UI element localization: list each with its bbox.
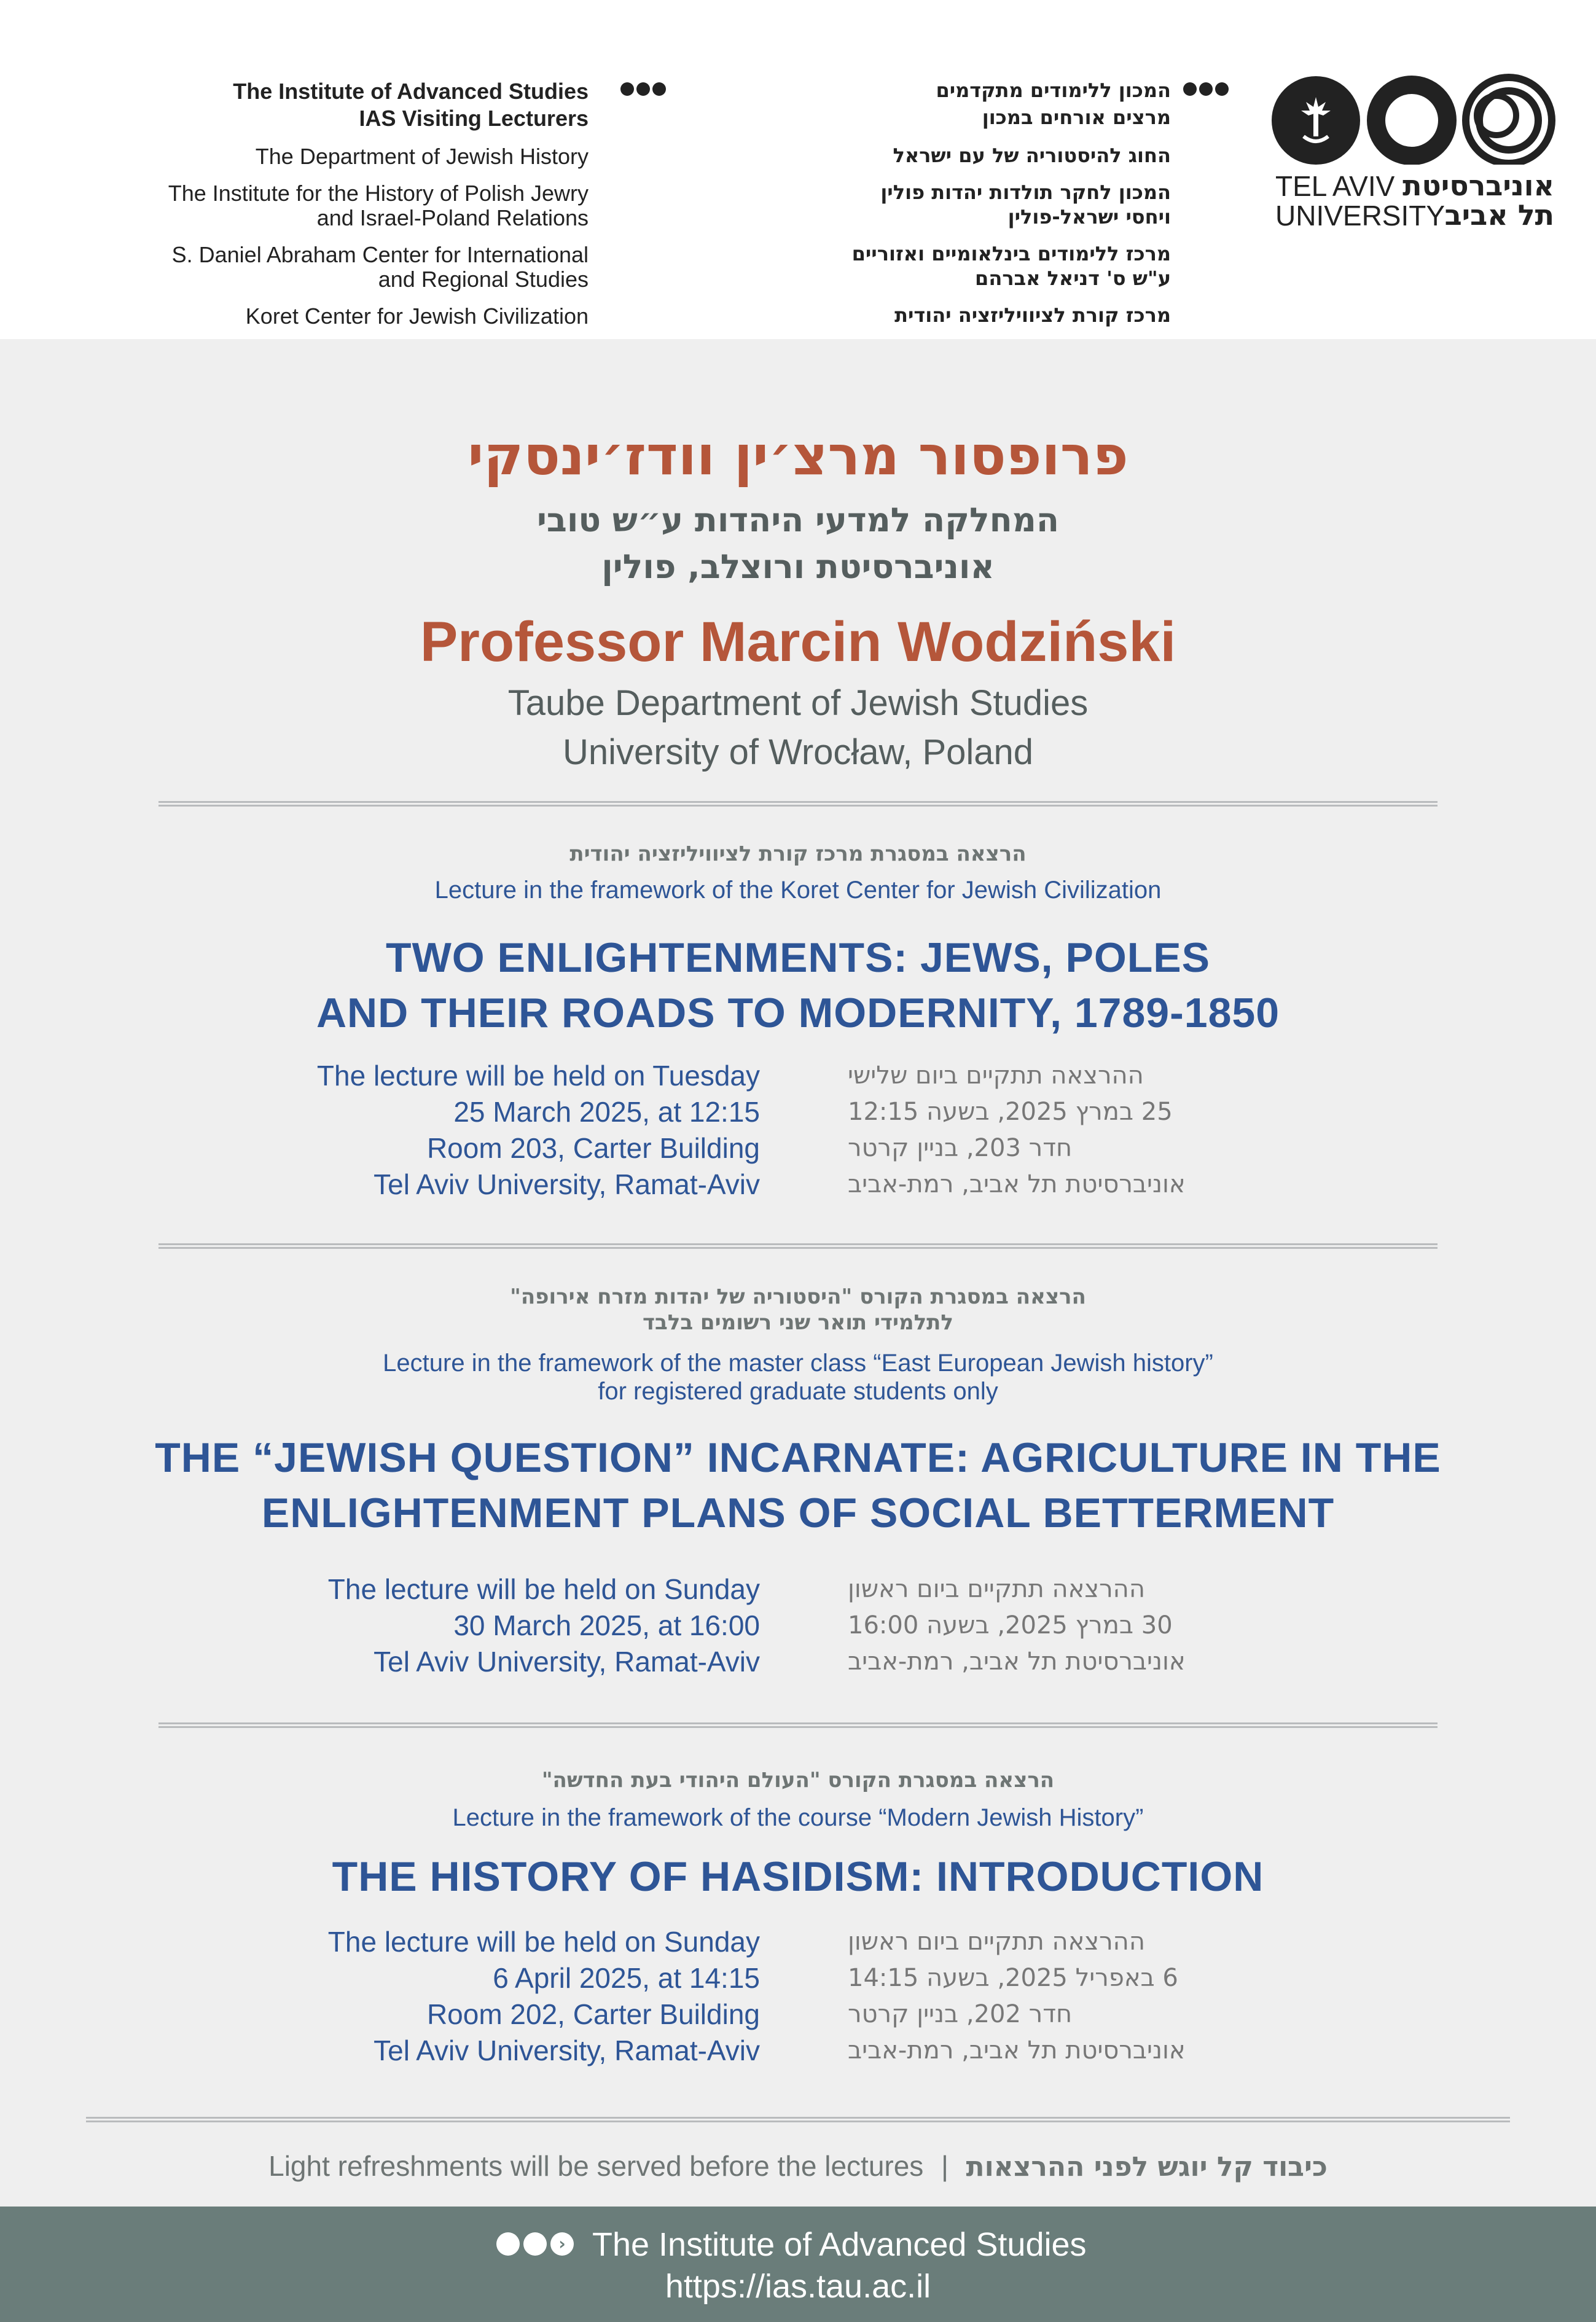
divider — [158, 1722, 1438, 1728]
lecture3-date: 6 April 2025, at 14:15 — [493, 1962, 760, 1994]
lecture3-campus-he: אוניברסיטת תל אביב, רמת-אביב — [848, 2036, 1186, 2065]
tau-logo — [1269, 72, 1562, 165]
lecture3-date-he: 6 באפריל 2025, בשעה 14:15 — [848, 1964, 1178, 1992]
divider — [158, 801, 1438, 807]
lecture3-frame-he: הרצאה במסגרת הקורס "העולם היהודי בעת החדשה" — [541, 1768, 1055, 1792]
header-en-visiting: IAS Visiting Lecturers — [359, 106, 589, 131]
lecture3-campus: Tel Aviv University, Ramat-Aviv — [374, 2035, 760, 2066]
footer-url-link[interactable]: https://ias.tau.ac.il — [665, 2268, 931, 2305]
lecture2-info-en — [207, 1571, 760, 1680]
refreshments-note — [0, 2148, 1596, 2186]
speaker-name-en: Professor Marcin Wodziński — [420, 611, 1176, 673]
divider — [158, 1243, 1438, 1249]
lecture2-date-he: 30 במרץ 2025, בשעה 16:00 — [848, 1611, 1173, 1640]
lecture3-title-line1: THE HISTORY OF HASIDISM: INTRODUCTION — [332, 1853, 1264, 1900]
lecture2-frame-en-2: for registered graduate students only — [598, 1378, 998, 1405]
tau-emblem-icon — [1269, 72, 1562, 165]
divider — [86, 2117, 1510, 2122]
logo-en-line2: UNIVERSITY — [1275, 200, 1445, 232]
ias-dots-icon — [620, 82, 666, 96]
ias-dots-icon-he — [1183, 82, 1229, 96]
lecture2-campus-he: אוניברסיטת תל אביב, רמת-אביב — [848, 1648, 1186, 1676]
lecture2-frame-he-2: לתלמידי תואר שני רשומים בלבד — [643, 1310, 953, 1335]
refreshments-en: Light refreshments will be served before the lectures — [268, 2150, 924, 2182]
lecture3-day: The lecture will be held on Sunday — [327, 1926, 760, 1958]
logo-en-line1: TEL AVIV — [1275, 170, 1395, 202]
header-he-koret: מרכז קורת לציוויליזציה יהודית — [894, 303, 1171, 327]
header-he-institute: המכון ללימודים מתקדמים — [936, 79, 1171, 102]
lecture1-room-he: חדר 203, בניין קרטר — [848, 1134, 1073, 1162]
speaker-name-he: פרופסור מרצ׳ין וודז׳ינסקי — [467, 424, 1129, 487]
lecture3-info-en — [207, 1924, 760, 2069]
lecture2-title-line2: ENLIGHTENMENT PLANS OF SOCIAL BETTERMENT — [261, 1490, 1335, 1536]
lecture2-frame-he: הרצאה במסגרת הקורס "היסטוריה של יהדות מזרח אירופה" — [510, 1284, 1086, 1309]
refreshments-separator: | — [941, 2150, 949, 2182]
header-he-abraham-1: מרכז ללימודים בינלאומיים ואזוריים — [851, 242, 1171, 265]
footer — [0, 2207, 1596, 2322]
header-he-visiting: מרצים אורחים במכון — [982, 106, 1171, 129]
lecture1-room: Room 203, Carter Building — [426, 1132, 760, 1164]
lecture2-day-he: ההרצאה תתקיים ביום ראשון — [848, 1575, 1145, 1603]
header-en-institute: The Institute of Advanced Studies — [233, 79, 589, 104]
lecture1-date-he: 25 במרץ 2025, בשעה 12:15 — [848, 1098, 1173, 1126]
header-he-dept: החוג להיסטוריה של עם ישראל — [893, 144, 1171, 167]
header-he-polish-2: ויחסי ישראל-פולין — [1007, 205, 1171, 229]
lecture1-campus: Tel Aviv University, Ramat-Aviv — [374, 1168, 760, 1200]
lecture1-day-he: ההרצאה תתקיים ביום שלישי — [848, 1061, 1144, 1090]
main-panel — [0, 339, 1596, 2207]
lecture1-frame-en: Lecture in the framework of the Koret Center for Jewish Civilization — [434, 877, 1162, 904]
speaker-univ-en: University of Wrocław, Poland — [562, 732, 1034, 772]
lecture1-day: The lecture will be held on Tuesday — [316, 1060, 760, 1092]
lecture1-campus-he: אוניברסיטת תל אביב, רמת-אביב — [848, 1170, 1186, 1198]
lecture1-info-en — [207, 1058, 760, 1203]
header-en-dept: The Department of Jewish History — [255, 144, 589, 169]
ias-footer-dots-icon: › — [496, 2232, 574, 2256]
speaker-univ-he: אוניברסיטת ורוצלב, פולין — [601, 547, 995, 586]
speaker-dept-en: Taube Department of Jewish Studies — [507, 683, 1089, 723]
lecture3-day-he: ההרצאה תתקיים ביום ראשון — [848, 1928, 1145, 1956]
lecture2-campus: Tel Aviv University, Ramat-Aviv — [374, 1646, 760, 1678]
lecture1-title-line1: TWO ENLIGHTENMENTS: JEWS, POLES — [386, 934, 1210, 981]
header-en-abraham-2: and Regional Studies — [378, 267, 589, 292]
header-en-polish-2: and Israel-Poland Relations — [316, 205, 589, 230]
header-en-koret: Koret Center for Jewish Civilization — [245, 303, 589, 329]
footer-institute: The Institute of Advanced Studies — [592, 2226, 1087, 2263]
lecture3-room-he: חדר 202, בניין קרטר — [848, 2000, 1073, 2028]
lecture2-info-he — [848, 1571, 1401, 1680]
lecture2-frame-en: Lecture in the framework of the master class “East European Jewish history” — [383, 1350, 1213, 1377]
logo-he-line1: אוניברסיטת — [1402, 169, 1554, 202]
lecture1-frame-he: הרצאה במסגרת מרכז קורת לציוויליזציה יהודית — [569, 842, 1027, 866]
lecture1-title-line2: AND THEIR ROADS TO MODERNITY, 1789-1850 — [316, 990, 1280, 1036]
lecture2-day: The lecture will be held on Sunday — [327, 1573, 760, 1605]
lecture1-date: 25 March 2025, at 12:15 — [453, 1096, 760, 1128]
header — [0, 0, 1596, 339]
lecture3-frame-en: Lecture in the framework of the course “Modern Jewish History” — [452, 1804, 1144, 1831]
lecture3-room: Room 202, Carter Building — [426, 1998, 760, 2030]
header-he-polish-1: המכון לחקר תולדות יהדות פולין — [880, 181, 1171, 204]
refreshments-he: כיבוד קל יוגש לפני ההרצאות — [966, 2151, 1328, 2183]
header-en-polish-1: The Institute for the History of Polish Jewry — [168, 181, 589, 206]
lecture1-info-he — [848, 1058, 1401, 1203]
header-en-abraham-1: S. Daniel Abraham Center for International — [171, 242, 589, 267]
lecture2-title-line1: THE “JEWISH QUESTION” INCARNATE: AGRICULTURE IN THE — [155, 1434, 1441, 1481]
logo-he-line2: תל אביב — [1444, 198, 1554, 232]
lecture2-date: 30 March 2025, at 16:00 — [453, 1609, 760, 1641]
lecture3-info-he — [848, 1924, 1401, 2069]
header-he-abraham-2: ע"ש ס' דניאל אברהם — [975, 267, 1171, 290]
speaker-dept-he: המחלקה למדעי היהדות ע״ש טובי — [537, 501, 1059, 539]
